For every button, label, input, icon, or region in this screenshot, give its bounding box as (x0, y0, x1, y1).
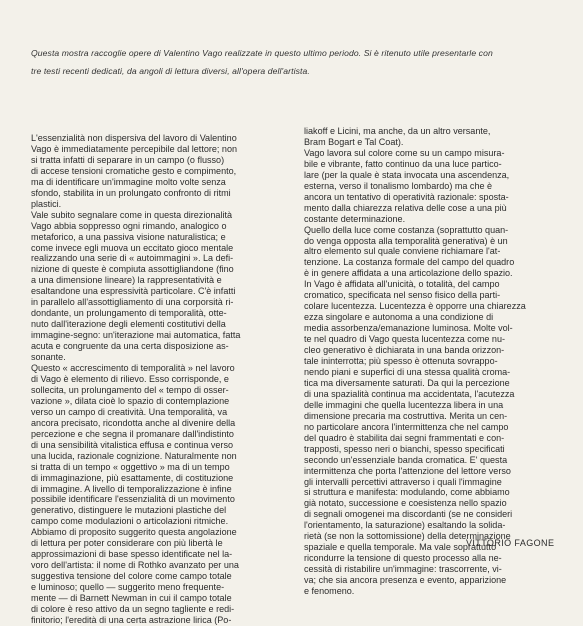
text-line: sollecita, un prolungamento del « tempo di osser- (31, 384, 229, 395)
text-line: dimensione precaria ma costruttiva. Merita un cen- (304, 410, 508, 421)
text-line: di colore è reso attivo da un segno tagliente e redi- (31, 603, 235, 614)
text-line: a una dimensione lineare) la rappresentatività e (31, 275, 222, 286)
text-line: cromatico, specificata nel senso fisico della parti- (304, 290, 501, 301)
text-line: verso un campo di creatività. Una temporalità, va (31, 406, 228, 417)
text-line: Vago abbia soppresso ogni rimando, analogico o (31, 220, 227, 231)
text-line: di immaginazione, più esattamente, di costituzione (31, 472, 234, 483)
text-line: del quadro è stabilita dai segni frammentati e con- (304, 432, 505, 443)
intro-note (31, 44, 556, 80)
text-line: liakoff e Licini, ma anche, da un altro versante, (304, 126, 491, 136)
text-line: come invece egli muova un eccitato gioco mentale (31, 242, 234, 253)
text-line: bile e vibrante, fatto continuo da una luce partico- (304, 158, 502, 169)
text-line: spaziale e quella temporale. Ma vale soprattutto (304, 542, 497, 553)
text-line: nizione di queste è compiuta assottigliandone (fino (31, 264, 234, 275)
text-line: sonante. (31, 352, 66, 363)
left-text-column (31, 133, 293, 626)
text-line: tenzione. La costanza formale del campo del quadro (304, 257, 515, 268)
text-line: si tratta di un tempo « oggettivo » ma di un tempo (31, 461, 230, 472)
text-line: voro dell'artista: il nome di Rothko avanzato per una (31, 560, 239, 571)
text-line: in parallelo all'assottigliamento di una corporsità ri- (31, 297, 234, 308)
intro-line-1: Questa mostra raccoglie opere di Valentino Vago realizzate in questo ultimo periodo. Si è ritenuto utile presentarle con (31, 48, 493, 58)
text-line: plastici. (31, 198, 62, 209)
text-line: finitorio; l'eredità di una certa astrazione lirica (Po- (31, 614, 232, 625)
text-line: si struttura e manifesta: modulando, come abbiamo (304, 487, 510, 498)
text-line: ancora precisato, ricondotta anche al divenire della (31, 417, 236, 428)
text-line: esterna, verso il tonalismo lombardo) ma che è (304, 180, 493, 191)
text-line: trapposti, spesso neri o bianchi, spesso specificati (304, 443, 505, 454)
text-line: tale ininterrotta; più spesso è ottenuta sovrappo- (304, 356, 498, 367)
text-line: metaforico, a una passiva visione naturalistica; e (31, 231, 226, 242)
text-line: ma di identificare un'immagine molto volte senza (31, 176, 226, 187)
text-line: media assorbenza/emanazione luminosa. Molte vol- (304, 323, 513, 334)
text-line: di accese tensioni cromatiche gesto e compimento, (31, 165, 237, 176)
text-line: delle immagini che quella lucentezza libera in una (304, 399, 504, 410)
text-line: mente — di Barnett Newman in cui il campo totale (31, 593, 232, 604)
text-line: va; che sia ancora presenza e evento, apparizione (304, 575, 507, 586)
text-line: generativo, distinguere le mutazioni plastiche del (31, 505, 227, 516)
text-line: di segnali omogenei ma discordanti (se ne consideri (304, 509, 513, 520)
text-line: possibile identificare l'essenzialità di un movimento (31, 494, 235, 505)
text-line: dondante, un prolungamento di temporalità, otte- (31, 308, 227, 319)
text-line: l'orientamento, la saturazione) esaltando la solida- (304, 520, 506, 531)
text-line: vazione », dilata cioè lo spazio di contemplazione (31, 395, 230, 406)
text-line: e fenomeno. (304, 586, 355, 597)
right-text-column (304, 126, 566, 597)
text-line: sfondo, stabilita in un prolungato confronto di ritmi (31, 187, 231, 198)
text-line: cessità di ristabilire un'immagine: trascorrente, vi- (304, 564, 502, 575)
text-line: do venga opposta alla temporalità generativa) è un (304, 235, 508, 246)
text-line: rietà (se non la sottomissione) della determinazione (304, 531, 511, 542)
text-line: si tratta infatti di separare in un campo (o flusso) (31, 154, 225, 165)
text-line: mento dalla chiarezza relativa delle cose a una più (304, 202, 507, 213)
text-line: già notato, successione e coesistenza nello spazio (304, 498, 507, 509)
text-line: di lettura per poter considerare con più libertà le (31, 538, 223, 549)
text-line: una lucida, razionale cognizione. Naturalmente non (31, 450, 237, 461)
text-line: ricondurre la tensione di questo processo alla ne- (304, 553, 502, 564)
text-line: Abbiamo di proposito suggerito questa angolazione (31, 527, 237, 538)
text-line: di immagine. A livello di temporalizzazione è infine (31, 483, 232, 494)
text-line: In Vago è affidata all'unicità, o totalità, del campo (304, 279, 500, 290)
text-line: intermittenza che porta l'attenzione del lettore verso (304, 465, 511, 476)
text-line: altro elemento sul quale conviene richiamare l'at- (304, 246, 501, 257)
intro-line-2: tre testi recenti dedicati, da angoli di lettura diversi, all'opera dell'artista. (31, 66, 310, 76)
text-line: colare lucentezza. Lucentezza è opporre una chiarezza (304, 301, 526, 312)
text-line: tica ma diversamente saturati. Da qui la percezione (304, 377, 510, 388)
text-line: Bram Bogart e Tal Coat). (304, 136, 404, 147)
text-line: no particolare ancora l'intermittenza che nel campo (304, 421, 509, 432)
text-line: te nel quadro di Vago questa lucentezza come nu- (304, 334, 506, 345)
text-line: ancora un tentativo di operatività razionale: sposta- (304, 191, 509, 202)
text-line: L'essenzialità non dispersiva del lavoro di Valentino (31, 133, 237, 143)
text-line: approssimazioni di base spesso identificate nel la- (31, 549, 233, 560)
text-line: e luminoso; quello — suggerito meno frequente- (31, 582, 225, 593)
text-line: gli intervalli percettivi attraverso i quali l'immagine (304, 476, 502, 487)
text-line: di Vago è elemento di rilievo. Esso corrisponde, e (31, 373, 229, 384)
text-line: lare (per la quale è stata invocata una ascendenza, (304, 169, 510, 180)
text-line: è in genere affidata a una articolazione dello spazio. (304, 268, 513, 279)
text-line: Vago è immediatamente percepibile dal lettore; non (31, 143, 238, 154)
text-line: nendo piani e superfici di una stessa qualità croma- (304, 366, 511, 377)
author-signature: VITTORIO FAGONE (466, 538, 555, 548)
text-line: immagine-segno: un'iterazione mai automatica, fatta (31, 330, 241, 341)
text-line: cleo generativo è dichiarata in una banda orizzon- (304, 345, 505, 356)
text-line: Questo « accrescimento di temporalità » nel lavoro (31, 363, 235, 374)
text-line: nuto dall'iterazione degli elementi costitutivi della (31, 319, 226, 330)
text-line: di una spazialità continua ma accidentata, l'acutezza (304, 388, 515, 399)
text-line: campo come modulazioni o articolazioni ritmiche. (31, 516, 229, 527)
text-line: suggestiva tensione del colore come campo totale (31, 571, 232, 582)
text-line: secondo un'essenziale banda cromatica. E' questa (304, 454, 508, 465)
text-line: di una sensibilità vitalistica effusa e continua verso (31, 439, 233, 450)
text-line: acuta e congruente da una certa disposizione as- (31, 341, 229, 352)
text-line: Vago lavora sul colore come su un campo misura- (304, 147, 505, 158)
text-line: costante determinazione. (304, 213, 406, 224)
text-line: esaltandone una espressività particolare. C'è infatti (31, 286, 236, 297)
text-line: percezione e che segna il promanare dall'indistinto (31, 428, 234, 439)
text-line: realizzando una serie di « autoimmagini ». La defi- (31, 253, 234, 264)
text-line: Vale subito segnalare come in questa direzionalità (31, 209, 232, 220)
text-line: ezza singolare e autonoma a una condizione di (304, 312, 494, 323)
text-line: Quello della luce come costanza (soprattutto quan- (304, 224, 509, 235)
